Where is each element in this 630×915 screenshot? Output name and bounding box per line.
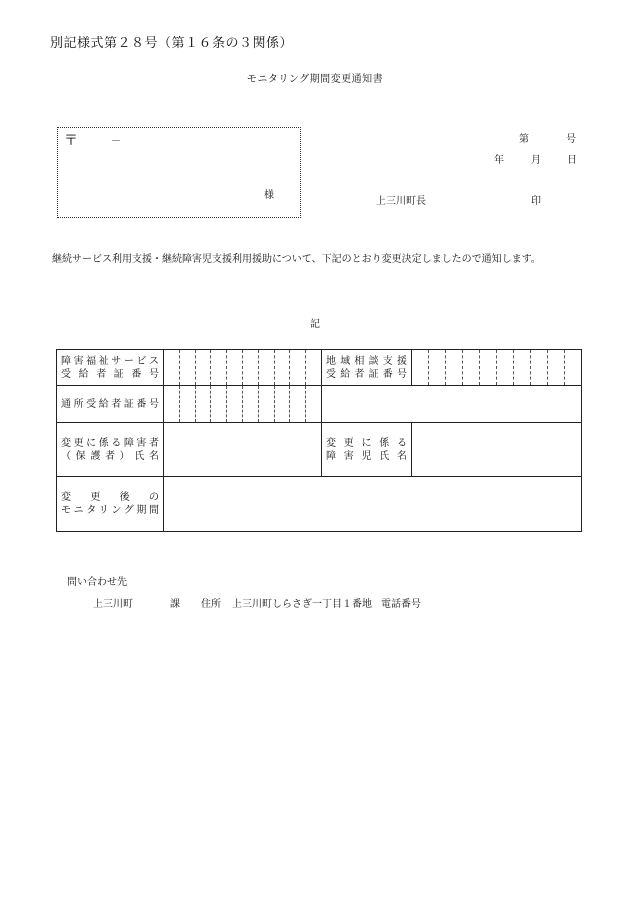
date-year: 年 xyxy=(494,155,504,166)
contact-heading: 問い合わせ先 xyxy=(67,577,127,588)
community-cert-digits xyxy=(412,350,582,386)
sender-name: 上三川町長 xyxy=(376,196,426,207)
table-row xyxy=(57,423,582,477)
contact-town: 上三川町 xyxy=(93,599,133,610)
table-row xyxy=(57,350,582,386)
document-title: モニタリング期間変更通知書 xyxy=(246,74,384,85)
guardian-name-label: 変更に係る障害者 （保護者）氏名 xyxy=(57,423,164,477)
day-service-cert-digits xyxy=(164,386,322,423)
doc-number-dai: 第 xyxy=(519,134,529,145)
child-name-field xyxy=(412,423,582,477)
contact-address: 上三川町しらさぎ一丁目１番地 xyxy=(232,599,372,610)
community-cert-label: 地域相談支援 受給者証番号 xyxy=(322,350,412,386)
contact-line xyxy=(93,595,421,610)
monitoring-period-field xyxy=(164,477,582,532)
recipient-honorific: 様 xyxy=(264,190,274,201)
day-service-cert-label: 通所受給者証番号 xyxy=(57,386,164,423)
table-row xyxy=(57,477,582,532)
monitoring-period-label: 変更後の モニタリング期間 xyxy=(57,477,164,532)
service-cert-digits xyxy=(164,350,322,386)
contact-ka: 課 xyxy=(170,599,180,610)
service-cert-label: 障害福祉サービス 受給者証番号 xyxy=(57,350,164,386)
doc-number-go: 号 xyxy=(566,134,576,145)
postal-dash: － xyxy=(111,136,121,147)
form-reference: 別記様式第２８号（第１６条の３関係） xyxy=(50,36,294,51)
info-table xyxy=(56,349,582,532)
postal-mark: 〒 xyxy=(64,133,78,149)
date-day: 日 xyxy=(567,155,577,166)
table-row xyxy=(57,386,582,423)
guardian-name-field xyxy=(164,423,322,477)
date-month: 月 xyxy=(531,155,541,166)
seal-mark: 印 xyxy=(531,196,541,207)
contact-address-label: 住所 xyxy=(201,599,221,610)
address-box xyxy=(57,127,301,218)
blank-cell xyxy=(322,386,582,423)
ki-heading: 記 xyxy=(310,319,320,330)
child-name-label: 変更に係る 障害児氏名 xyxy=(322,423,412,477)
contact-phone-label: 電話番号 xyxy=(381,599,421,610)
body-text: 継続サービス利用支援・継続障害児支援利用援助について、下記のとおり変更決定しましたので通知します。 xyxy=(52,254,541,265)
